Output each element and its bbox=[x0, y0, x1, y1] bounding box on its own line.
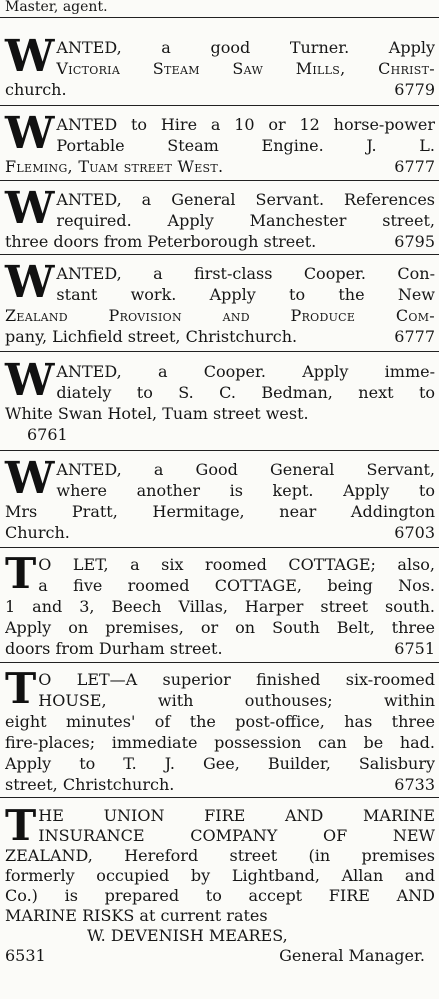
ad-line: ANTED, a General Servant. References bbox=[56, 190, 435, 209]
ad-union-fire-marine-insurance bbox=[0, 798, 439, 998]
ad-line: where another is kept. Apply to bbox=[56, 481, 435, 500]
ad-reference-number: 6751 bbox=[394, 639, 435, 658]
drop-cap-initial: W bbox=[5, 453, 55, 504]
ad-line-text: Church. bbox=[5, 523, 70, 542]
ad-line: INSURANCE COMPANY OF NEW bbox=[38, 826, 435, 845]
ad-turner bbox=[0, 18, 439, 106]
ad-reference-number: 6779 bbox=[394, 80, 435, 99]
ad-steam-engine bbox=[0, 106, 439, 181]
ad-line-text: Fleming, Tuam street West. bbox=[5, 157, 224, 176]
signature: W. DEVENISH MEARES, bbox=[87, 926, 288, 945]
ad-line: required. Apply Manchester street, bbox=[56, 211, 435, 230]
ad-line: a five roomed COTTAGE, being Nos. bbox=[38, 576, 435, 595]
ad-reference-number: 6777 bbox=[394, 157, 435, 176]
ad-reference-number: 6761 bbox=[27, 425, 68, 444]
ad-line: Victoria Steam Saw Mills, Christ- bbox=[56, 59, 435, 78]
ad-line: fire-places; immediate possession can be had. bbox=[5, 733, 435, 752]
drop-cap-initial: W bbox=[5, 183, 55, 234]
ad-line bbox=[5, 638, 435, 659]
ad-line: ANTED, a Cooper. Apply imme- bbox=[56, 362, 435, 381]
header-fragment bbox=[0, 0, 439, 18]
ad-cooper-bedman bbox=[0, 352, 439, 451]
ad-reference-number: 6703 bbox=[394, 523, 435, 542]
ad-line-text: street, Christchurch. bbox=[5, 775, 175, 794]
ad-cooper-nz-provision bbox=[0, 255, 439, 352]
drop-cap-initial: W bbox=[5, 108, 55, 159]
ad-line-text: three doors from Peterborough street. bbox=[5, 232, 317, 251]
ad-line: Portable Steam Engine. J. L. bbox=[56, 136, 435, 155]
ad-line: eight minutes' of the post-office, has three bbox=[5, 712, 435, 731]
ad-reference-number: 6531 bbox=[5, 946, 46, 965]
drop-cap-initial: W bbox=[5, 355, 55, 406]
ad-line: ZEALAND, Hereford street (in premises bbox=[5, 846, 435, 865]
ad-to-let-house bbox=[0, 663, 439, 798]
ad-line-text: pany, Lichfield street, Christchurch. bbox=[5, 327, 298, 346]
ad-line: MARINE RISKS at current rates bbox=[5, 906, 268, 925]
ad-reference-number: 6777 bbox=[394, 327, 435, 346]
drop-cap-initial: W bbox=[5, 257, 55, 308]
ad-line bbox=[5, 522, 435, 543]
ad-reference-number: 6795 bbox=[394, 232, 435, 251]
ad-line: ANTED to Hire a 10 or 12 horse-power bbox=[56, 115, 435, 134]
ad-line bbox=[5, 79, 435, 100]
ad-line: 1 and 3, Beech Villas, Harper street south. bbox=[5, 597, 435, 616]
ad-line bbox=[5, 774, 435, 795]
ad-line: Zealand Provision and Produce Com- bbox=[5, 306, 435, 325]
ad-line: stant work. Apply to the New bbox=[56, 285, 435, 304]
ad-line bbox=[5, 156, 435, 177]
drop-cap-initial: T bbox=[5, 801, 37, 850]
ad-servant-pratt bbox=[0, 451, 439, 548]
ad-line-text: church. bbox=[5, 80, 67, 99]
drop-cap-initial: T bbox=[5, 664, 37, 713]
ad-line: formerly occupied by Lightband, Allan and bbox=[5, 866, 435, 885]
ad-line: ANTED, a Good General Servant, bbox=[56, 460, 435, 479]
ad-line: Apply to T. J. Gee, Builder, Salisbury bbox=[5, 754, 435, 773]
ad-line: Co.) is prepared to accept FIRE AND bbox=[5, 886, 435, 905]
drop-cap-initial: W bbox=[5, 31, 55, 82]
ad-line bbox=[5, 946, 435, 966]
ad-line: Apply on premises, or on South Belt, three bbox=[5, 618, 435, 637]
ad-line: ANTED, a good Turner. Apply bbox=[56, 38, 435, 57]
ad-general-servant bbox=[0, 181, 439, 255]
ad-line bbox=[5, 326, 435, 347]
ad-line: HE UNION FIRE AND MARINE bbox=[38, 806, 435, 825]
ad-line: diately to S. C. Bedman, next to bbox=[56, 383, 435, 402]
ad-line: White Swan Hotel, Tuam street west. bbox=[5, 404, 309, 423]
signatory-title: General Manager. bbox=[279, 946, 425, 965]
ad-line: HOUSE, with outhouses; within bbox=[38, 691, 435, 710]
ad-line: O LET—A superior finished six-roomed bbox=[38, 670, 435, 689]
ad-line: Mrs Pratt, Hermitage, near Addington bbox=[5, 502, 435, 521]
ad-to-let-cottage bbox=[0, 548, 439, 663]
drop-cap-initial: T bbox=[5, 549, 37, 598]
ad-line bbox=[5, 231, 435, 252]
ad-line-text: doors from Durham street. bbox=[5, 639, 223, 658]
ad-reference-number: 6733 bbox=[394, 775, 435, 794]
ad-line: O LET, a six roomed COTTAGE; also, bbox=[38, 555, 435, 574]
header-text: Master, agent. bbox=[5, 0, 108, 15]
ad-line: ANTED, a first-class Cooper. Con- bbox=[56, 264, 435, 283]
